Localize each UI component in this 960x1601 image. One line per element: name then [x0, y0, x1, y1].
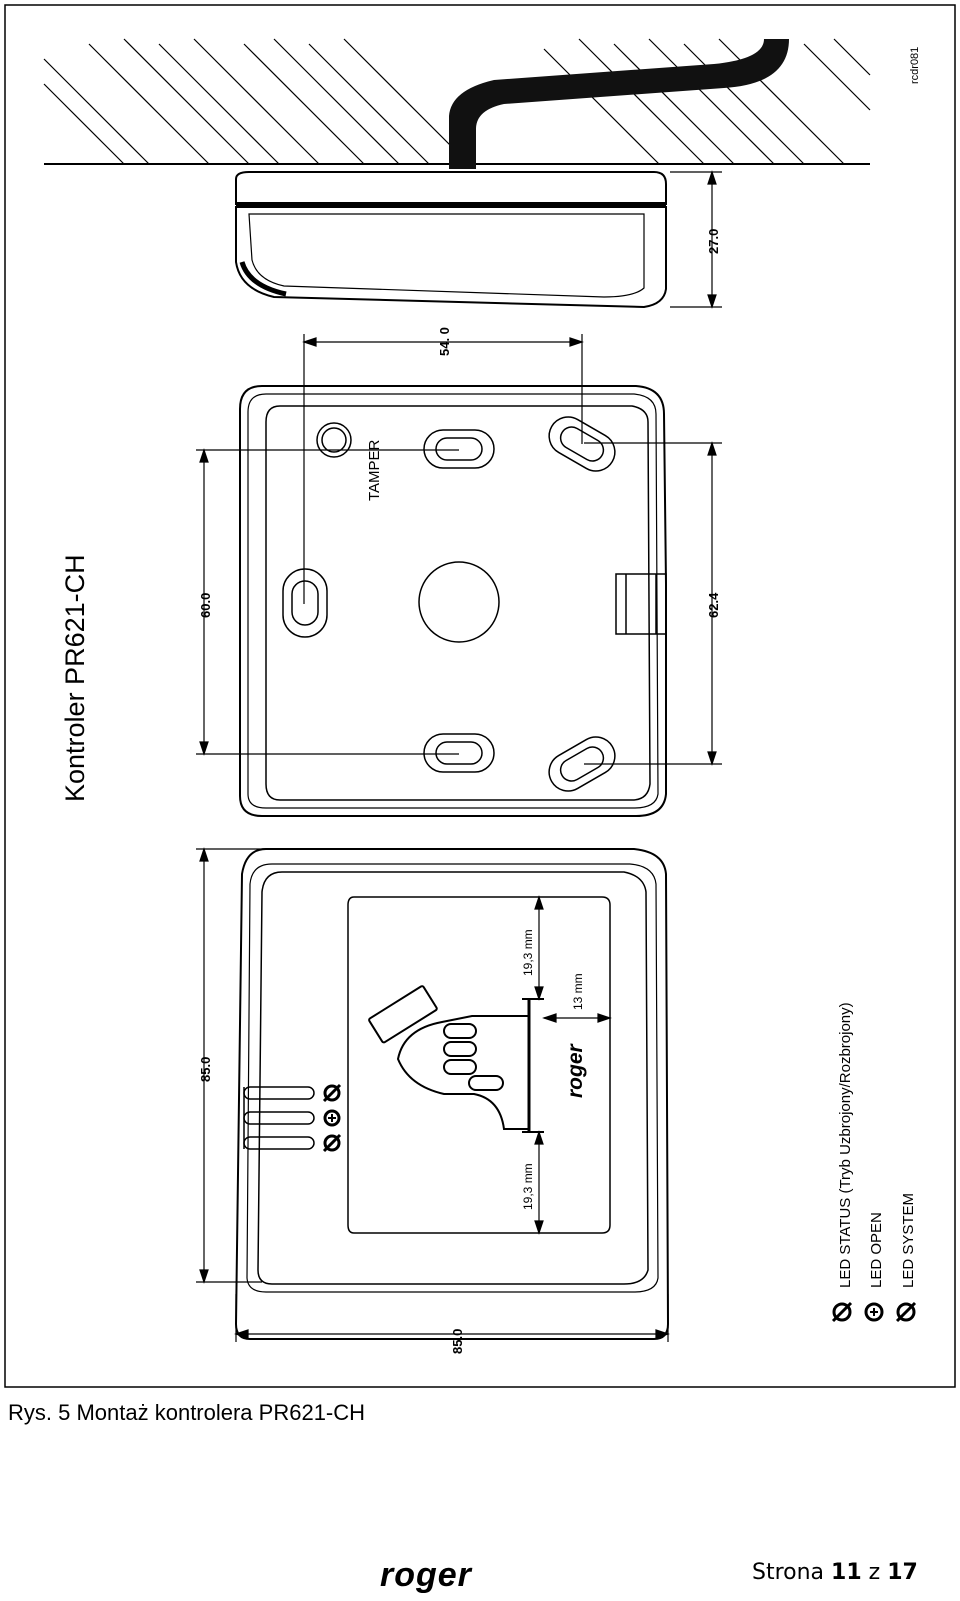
led-icons	[324, 1085, 340, 1151]
figure-title: Kontroler PR621-CH	[60, 554, 90, 802]
side-view-housing	[236, 172, 666, 307]
legend-open-label: LED OPEN	[868, 1212, 885, 1288]
dim-62	[584, 443, 722, 764]
page-total: 17	[887, 1560, 918, 1585]
system-icon	[897, 1303, 915, 1321]
footer-logo: roger	[380, 1556, 472, 1594]
dim-54-label: 54. 0	[437, 327, 452, 356]
dim-85-vertical-label: 85.0	[198, 1056, 213, 1082]
led-indicators	[244, 1087, 314, 1149]
dim-62-label: 62.4	[706, 592, 721, 618]
page-prefix: Strona	[752, 1560, 825, 1585]
dim-54	[304, 334, 582, 604]
figure-caption: Rys. 5 Montaż kontrolera PR621-CH	[8, 1400, 366, 1425]
dim-60-label: 60.0	[198, 592, 213, 618]
hand-card-pictogram	[368, 985, 544, 1132]
page-current: 11	[831, 1560, 862, 1585]
mounting-drawing	[4, 4, 956, 1388]
dim-27-label: 27.0	[706, 228, 721, 254]
led-legend	[833, 1002, 917, 1321]
card-offset-bottom: 19,3 mm	[521, 1163, 535, 1210]
card-offset-right: 13 mm	[571, 973, 585, 1010]
card-offset-top: 19,3 mm	[521, 929, 535, 976]
figure-frame	[5, 5, 955, 1387]
device-brand: roger	[564, 1044, 587, 1098]
ref-code: rcdr081	[909, 46, 921, 84]
dim-85-horizontal-label: 85.0	[450, 1328, 465, 1354]
legend-status-label: LED STATUS (Tryb Uzbrojony/Rozbrojony)	[837, 1002, 854, 1288]
page-number	[752, 1560, 918, 1585]
shield-power-icon	[833, 1303, 851, 1321]
page-sep: z	[868, 1560, 881, 1585]
open-door-icon	[866, 1304, 882, 1320]
legend-system-label: LED SYSTEM	[900, 1192, 917, 1288]
mounting-holes	[283, 410, 666, 798]
tamper-label: TAMPER	[366, 439, 383, 501]
